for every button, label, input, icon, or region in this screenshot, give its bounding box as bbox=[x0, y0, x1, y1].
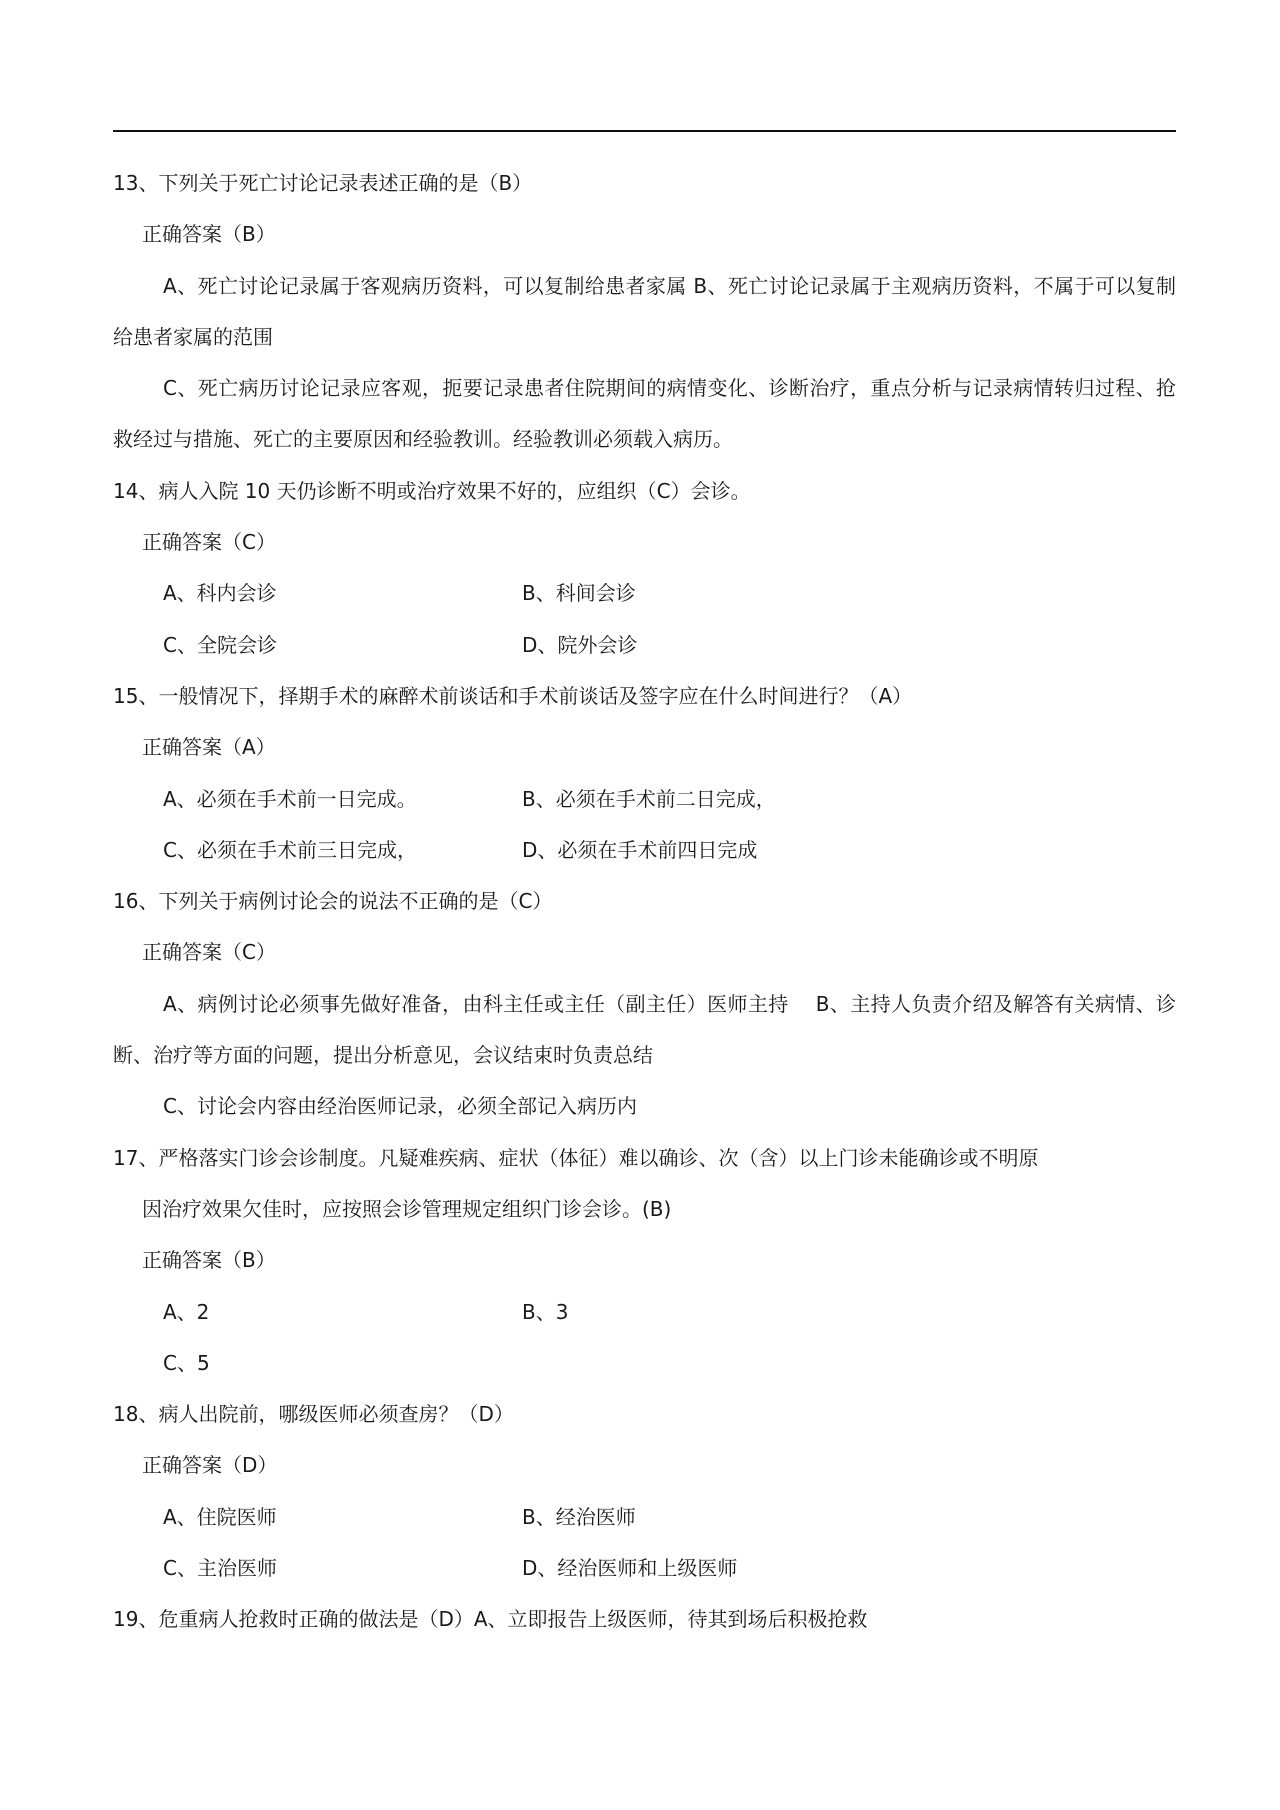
option: B、经治医师 bbox=[522, 1504, 636, 1529]
question-17-answer: 正确答案（B） bbox=[142, 1248, 276, 1273]
question-16-options-ab: A、病例讨论必须事先做好准备，由科主任或主任（副主任）医师主持 B、主持人负责介绍及解答有关病情、诊断、治疗等方面的问题，提出分析意见，会议结束时负责总结 bbox=[113, 991, 1176, 1068]
option: B、3 bbox=[522, 1299, 569, 1324]
question-14-stem: 14、病人入院 10 天仍诊断不明或治疗效果不好的，应组织（C）会诊。 bbox=[113, 478, 751, 503]
question-18-stem: 18、病人出院前，哪级医师必须查房？（D） bbox=[113, 1402, 514, 1427]
option: A、必须在手术前一日完成。 bbox=[163, 786, 417, 811]
question-15-options-row bbox=[113, 825, 1176, 876]
question-18-options-row bbox=[113, 1543, 1176, 1594]
option: A、科内会诊 bbox=[163, 581, 277, 606]
question-17-stem: 17、严格落实门诊会诊制度。凡疑难疾病、症状（体征）难以确诊、次（含）以上门诊未能确诊或不明原 bbox=[113, 1145, 1039, 1170]
question-13-options-ab: A、死亡讨论记录属于客观病历资料，可以复制给患者家属 B、死亡讨论记录属于主观病历资料，不属于可以复制给患者家属的范围 bbox=[113, 273, 1176, 349]
document-body bbox=[113, 158, 1176, 1646]
option: B、必须在手术前二日完成， bbox=[522, 786, 776, 811]
question-13-option-c: C、死亡病历讨论记录应客观，扼要记录患者住院期间的病情变化、诊断治疗，重点分析与记录病情转归过程、抢救经过与措施、死亡的主要原因和经验教训。经验教训必须载入病历。 bbox=[113, 376, 1176, 452]
question-15-options-row bbox=[113, 774, 1176, 825]
option: D、院外会诊 bbox=[522, 632, 638, 657]
question-16-answer: 正确答案（C） bbox=[142, 940, 276, 965]
option: C、主治医师 bbox=[163, 1556, 277, 1581]
question-16-stem: 16、下列关于病例讨论会的说法不正确的是（C） bbox=[113, 889, 553, 914]
option: B、科间会诊 bbox=[522, 581, 636, 606]
question-14-options-row bbox=[113, 568, 1176, 619]
option: C、5 bbox=[163, 1350, 210, 1375]
question-16-option-c: C、讨论会内容由经治医师记录，必须全部记入病历内 bbox=[163, 1094, 637, 1119]
option: C、全院会诊 bbox=[163, 632, 277, 657]
question-18-options-row bbox=[113, 1492, 1176, 1543]
option: D、经治医师和上级医师 bbox=[522, 1556, 738, 1581]
question-14-options-row bbox=[113, 620, 1176, 671]
header-rule bbox=[113, 130, 1176, 132]
option: A、住院医师 bbox=[163, 1504, 277, 1529]
option: D、必须在手术前四日完成 bbox=[522, 837, 758, 862]
question-17-stem-continued: 因治疗效果欠佳时，应按照会诊管理规定组织门诊会诊。(B) bbox=[142, 1196, 672, 1221]
question-15-stem: 15、一般情况下，择期手术的麻醉术前谈话和手术前谈话及签字应在什么时间进行？（A） bbox=[113, 683, 913, 708]
question-13-answer: 正确答案（B） bbox=[142, 222, 276, 247]
question-14-answer: 正确答案（C） bbox=[142, 530, 276, 555]
question-17-options-row bbox=[113, 1287, 1176, 1338]
question-13-stem: 13、下列关于死亡讨论记录表述正确的是（B） bbox=[113, 171, 533, 195]
question-19-stem: 19、危重病人抢救时正确的做法是（D）A、立即报告上级医师，待其到场后积极抢救 bbox=[113, 1607, 868, 1632]
question-18-answer: 正确答案（D） bbox=[142, 1453, 278, 1478]
question-15-answer: 正确答案（A） bbox=[142, 735, 276, 760]
option: C、必须在手术前三日完成， bbox=[163, 837, 417, 862]
option: A、2 bbox=[163, 1299, 210, 1324]
question-17-options-row bbox=[113, 1338, 1176, 1389]
